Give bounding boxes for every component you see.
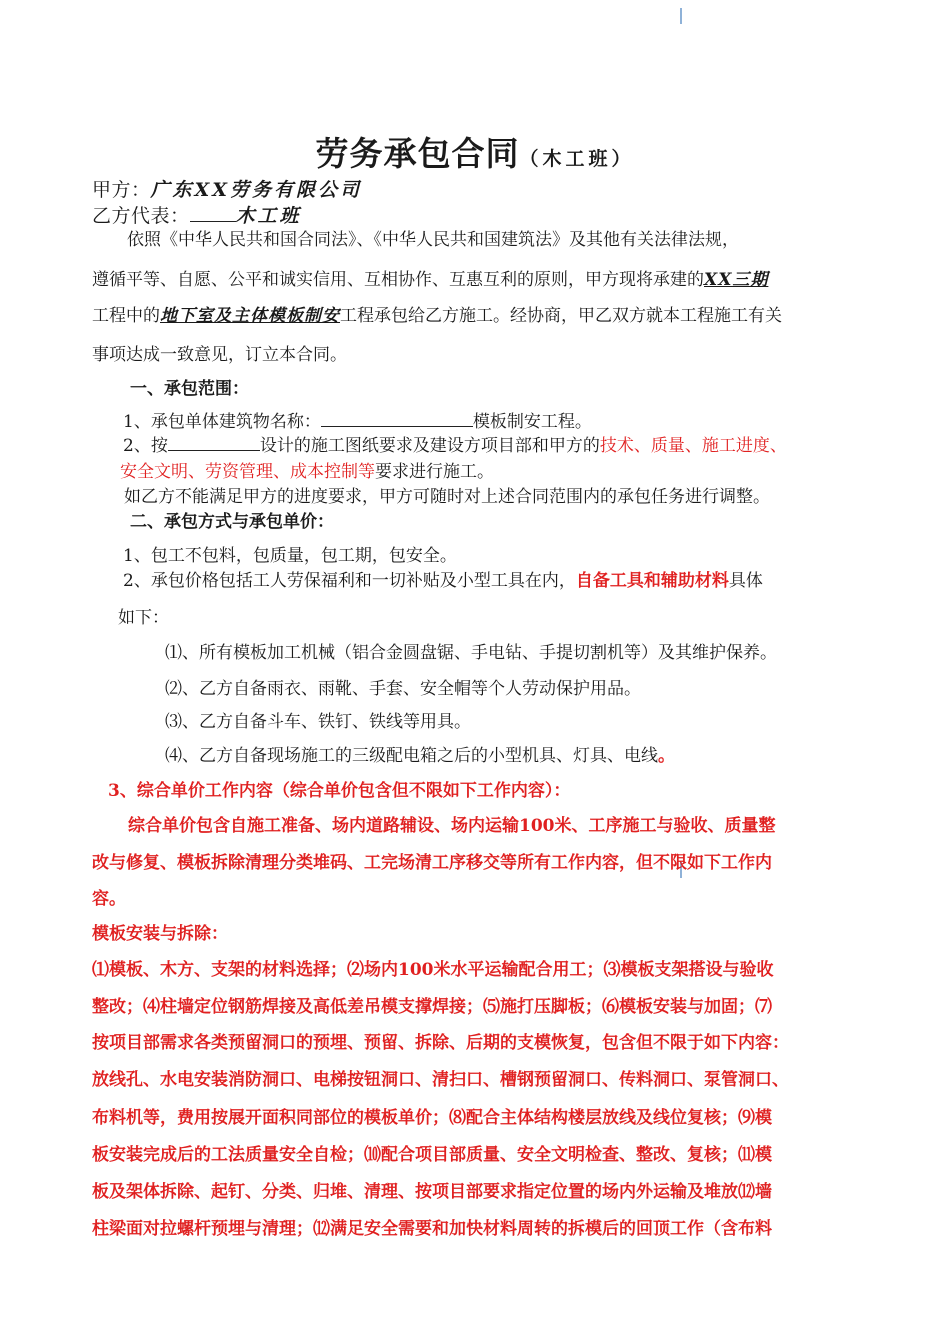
intro-line-1: 依照《中华人民共和国合同法》、《中华人民共和国建筑法》及其他有关法律法规， [127,230,739,250]
sec1-item-2-requirements-b: 安全文明、劳资管理、成本控制等 [120,462,375,482]
sec2-sub-2: ⑵、乙方自备雨衣、雨靴、手套、安全帽等个人劳动保护用品。 [165,679,641,699]
sec2-item-1: 1、包工不包料，包质量，包工期，包安全。 [123,546,457,566]
sec4-line-3: 按项目部需求各类预留洞口的预埋、预留、拆除、后期的支模恢复，包含但不限于如下内容： [92,1033,789,1053]
sec4-line-6: 板安装完成后的工法质量安全自检；⑽配合项目部质量、安全文明检查、整改、复核；⑾模 [92,1145,772,1165]
project-name: XX三期 [704,270,769,290]
party-b-value: 木工班 [235,205,302,227]
intro-line-2-text: 遵循平等、自愿、公平和诚实信用、互相协作、互惠互利的原则，甲方现将承建的 [92,270,704,290]
section-4-heading: 模板安装与拆除： [92,924,228,944]
sec4-line-1: ⑴模板、木方、支架的材料选择；⑵场内100米水平运输配合用工；⑶模板支架搭设与验收 [92,960,774,980]
design-blank [168,433,260,451]
sec2-sub-4-end: 。 [658,746,675,766]
title-main: 劳务承包合同 [315,134,520,173]
sec4-line-7: 板及架体拆除、起钉、分类、归堆、清理、按项目部要求指定位置的场内外运输及堆放⑿墙 [92,1182,772,1202]
party-a-line [92,175,362,202]
intro-line-2 [92,265,768,290]
sec1-item-2-requirements-a: 技术、质量、施工进度、 [599,436,787,456]
party-b-blank [190,204,236,222]
sec2-sub-1: ⑴、所有模板加工机械（铝合金圆盘锯、手电钻、手提切割机等）及其维护保养。 [165,643,777,663]
sec2-item-2-highlight: 自备工具和辅助材料 [575,571,729,591]
intro-line-4: 事项达成一致意见，订立本合同。 [92,345,347,365]
sec3-para-line-3: 容。 [92,889,126,909]
sec1-item-2 [123,431,787,456]
sec3-para-line-1: 综合单价包含自施工准备、场内道路辅设、场内运输100米、工序施工与验收、质量整 [128,816,776,836]
section-1-heading: 一、承包范围： [130,379,249,399]
intro-line-3 [92,301,782,326]
intro-line-3-text-c: 工程承包给乙方施工。经协商，甲乙双方就本工程施工有关 [340,306,782,326]
section-3-heading: 3、综合单价工作内容（综合单价包含但不限如下工作内容）： [108,781,571,801]
sec1-item-2-end: 要求进行施工。 [375,462,494,482]
sec1-item-1-label: 1、承包单体建筑物名称： [123,412,321,432]
sec1-item-1 [123,407,592,432]
sec2-item-2-cont: 如下： [118,608,169,628]
intro-line-3-text-a: 工程中的 [92,306,160,326]
sec1-item-2-cont [120,457,494,482]
sec1-item-2-text: 设计的施工图纸要求及建设方项目部和甲方的 [259,436,600,456]
sec4-line-2: 整改；⑷柱墙定位钢筋焊接及高低差吊模支撑焊接；⑸施打压脚板；⑹模板安装与加固；⑺ [92,997,772,1017]
party-b-line [92,201,302,228]
party-a-value: 广东XX劳务有限公司 [150,179,362,201]
sec1-item-1-suffix: 模板制安工程。 [472,412,592,432]
sec1-item-2-prefix: 2、按 [123,436,168,456]
building-name-blank [321,409,473,427]
sec2-item-2 [123,566,763,591]
sec2-sub-4-text: ⑷、乙方自备现场施工的三级配电箱之后的小型机具、灯具、电线 [165,746,658,766]
party-a-label: 甲方： [92,179,151,201]
sec4-line-5: 布料机等，费用按展开面积同部位的模板单价；⑻配合主体结构楼层放线及线位复核；⑼模 [92,1108,772,1128]
sec2-item-2-text: 2、承包价格包括工人劳保福利和一切补贴及小型工具在内， [123,571,576,591]
party-b-label: 乙方代表： [92,205,190,227]
sec3-para-line-2: 改与修复、模板拆除清理分类堆码、工完场清工序移交等所有工作内容，但不限如下工作内 [92,853,772,873]
sec4-line-4: 放线孔、水电安装消防洞口、电梯按钮洞口、清扫口、槽钢预留洞口、传料洞口、泵管洞口、 [92,1070,789,1090]
sec4-line-8: 柱梁面对拉螺杆预埋与清理；⑿满足安全需要和加快材料周转的拆模后的回顶工作（含布料 [92,1219,772,1239]
sec2-sub-3: ⑶、乙方自备斗车、铁钉、铁线等用具。 [165,712,471,732]
document-title [0,128,950,175]
section-2-heading: 二、承包方式与承包单价： [130,512,334,532]
sec2-sub-4 [165,741,675,766]
sec1-note: 如乙方不能满足甲方的进度要求，甲方可随时对上述合同范围内的承包任务进行调整。 [124,487,770,507]
work-scope: 地下室及主体模板制安 [160,306,340,326]
title-sub: （木工班） [519,148,635,170]
cursor-mark-top [680,8,682,24]
sec2-item-2-end: 具体 [728,571,763,591]
